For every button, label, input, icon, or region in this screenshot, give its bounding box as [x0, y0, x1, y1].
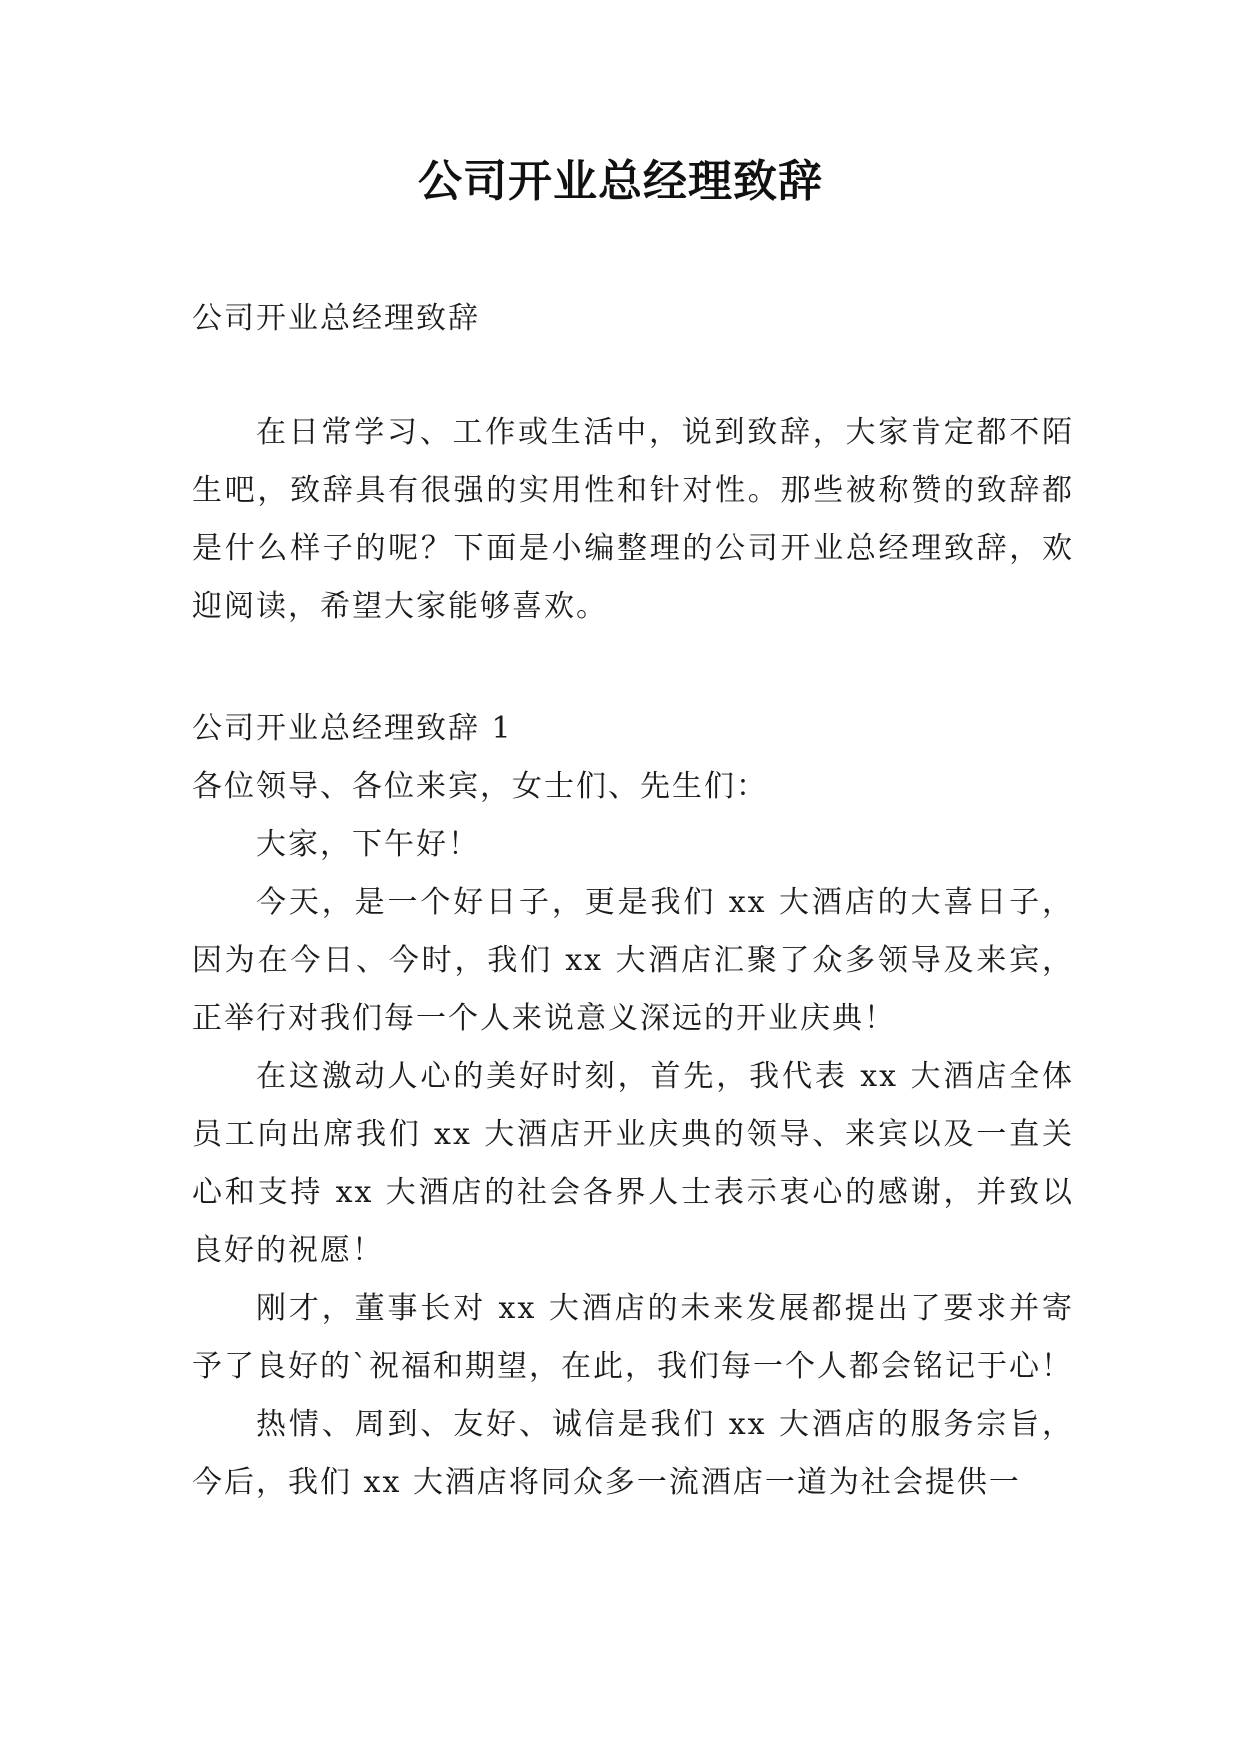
- paragraph: 刚才，董事长对 xx 大酒店的未来发展都提出了要求并寄予了良好的`祝福和期望，在此，我们每一个人都会铭记于心！: [192, 1291, 1074, 1384]
- document-subtitle: [192, 290, 1074, 348]
- subtitle-text: 公司开业总经理致辞: [192, 301, 480, 336]
- intro-paragraph: [192, 404, 1074, 636]
- intro-text: 在日常学习、工作或生活中，说到致辞，大家肯定都不陌生吧，致辞具有很强的实用性和针对性。那些被称赞的致辞都是什么样子的呢？下面是小编整理的公司开业总经理致辞，欢迎阅读，希望大家能够喜欢。: [192, 415, 1074, 624]
- paragraph: 今天，是一个好日子，更是我们 xx 大酒店的大喜日子，因为在今日、今时，我们 xx 大酒店汇聚了众多领导及来宾，正举行对我们每一个人来说意义深远的开业庆典！: [192, 885, 1074, 1036]
- paragraph: 热情、周到、友好、诚信是我们 xx 大酒店的服务宗旨，今后，我们 xx 大酒店将同众多一流酒店一道为社会提供一: [192, 1407, 1074, 1500]
- salutation: 各位领导、各位来宾，女士们、先生们：: [192, 769, 768, 804]
- paragraph: 在这激动人心的美好时刻，首先，我代表 xx 大酒店全体员工向出席我们 xx 大酒店开业庆典的领导、来宾以及一直关心和支持 xx 大酒店的社会各界人士表示衷心的感谢，并致以良好的祝愿！: [192, 1059, 1074, 1268]
- section-title: 公司开业总经理致辞 1: [192, 711, 513, 746]
- speech-section: [192, 700, 1074, 1512]
- document-title: 公司开业总经理致辞: [418, 156, 823, 207]
- paragraph: 大家，下午好！: [256, 827, 480, 862]
